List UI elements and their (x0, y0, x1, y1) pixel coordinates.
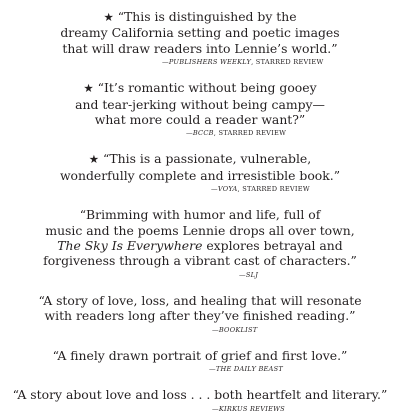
quote-line: music and the poems Lennie drops all over town, (45, 222, 355, 238)
quote-line: “Brimming with humor and life, full of (79, 207, 321, 223)
quote-line: forgiveness through a vibrant cast of characters.” (43, 253, 357, 269)
attribution-source: KIRKUS REVIEWS (218, 404, 285, 413)
quote-line: with readers long after they’ve finished reading.” (44, 308, 356, 324)
quote-line: and tear-jerking without being campy— (75, 96, 325, 112)
attribution: —PUBLISHERS WEEKLY, STARRED REVIEW (162, 58, 324, 67)
attribution-source: BCCB (192, 129, 214, 138)
attribution: —BCCB, STARRED REVIEW (186, 129, 287, 138)
attribution-source: BOOKLIST (218, 325, 258, 334)
attribution: —BOOKLIST (212, 325, 258, 334)
star-icon: ★ (83, 81, 94, 96)
book-title: The Sky Is Everywhere (57, 238, 203, 254)
attribution: —VOYA, STARRED REVIEW (211, 185, 310, 194)
attribution: —THE DAILY BEAST (209, 365, 284, 374)
attribution: —KIRKUS REVIEWS (212, 404, 285, 413)
attribution-source: SLJ (245, 270, 259, 279)
blurb-kirkus (0, 387, 400, 413)
attribution-tag: , STARRED REVIEW (251, 58, 324, 67)
attribution: —SLJ (239, 270, 259, 279)
quote-line: The Sky Is Everywhere explores betrayal and (57, 238, 343, 254)
attribution-source: THE DAILY BEAST (215, 365, 284, 374)
blurb-publishers-weekly (0, 9, 400, 67)
attribution-tag: , STARRED REVIEW (213, 129, 287, 138)
attribution-source: VOYA (217, 185, 238, 194)
star-icon: ★ (103, 10, 114, 24)
quote-line: wonderfully complete and irresistible book.” (59, 167, 341, 183)
quote-line: “A finely drawn portrait of grief and first love.” (52, 347, 348, 363)
quote-line: dreamy California setting and poetic images (60, 25, 340, 41)
blurb-slj (0, 207, 400, 280)
attribution-source: PUBLISHERS WEEKLY (168, 58, 252, 67)
attribution-tag: , STARRED REVIEW (237, 185, 310, 194)
blurb-booklist (0, 293, 400, 335)
blurb-voya (0, 151, 400, 194)
quote-line: ★ “It’s romantic without being gooey (83, 80, 317, 96)
quote-line: “A story about love and loss . . . both heartfelt and literary.” (12, 387, 388, 403)
quote-line: that will draw readers into Lennie’s world.” (62, 40, 338, 56)
quote-line: “A story of love, loss, and healing that will resonate (38, 292, 362, 308)
blurb-bccb (0, 80, 400, 138)
quote-line: ★ “This is a passionate, vulnerable, (88, 151, 312, 167)
quote-line: what more could a reader want?” (94, 112, 306, 128)
blurb-daily-beast (0, 348, 400, 374)
quote-line: ★ “This is distinguished by the (103, 9, 297, 24)
star-icon: ★ (88, 152, 100, 167)
